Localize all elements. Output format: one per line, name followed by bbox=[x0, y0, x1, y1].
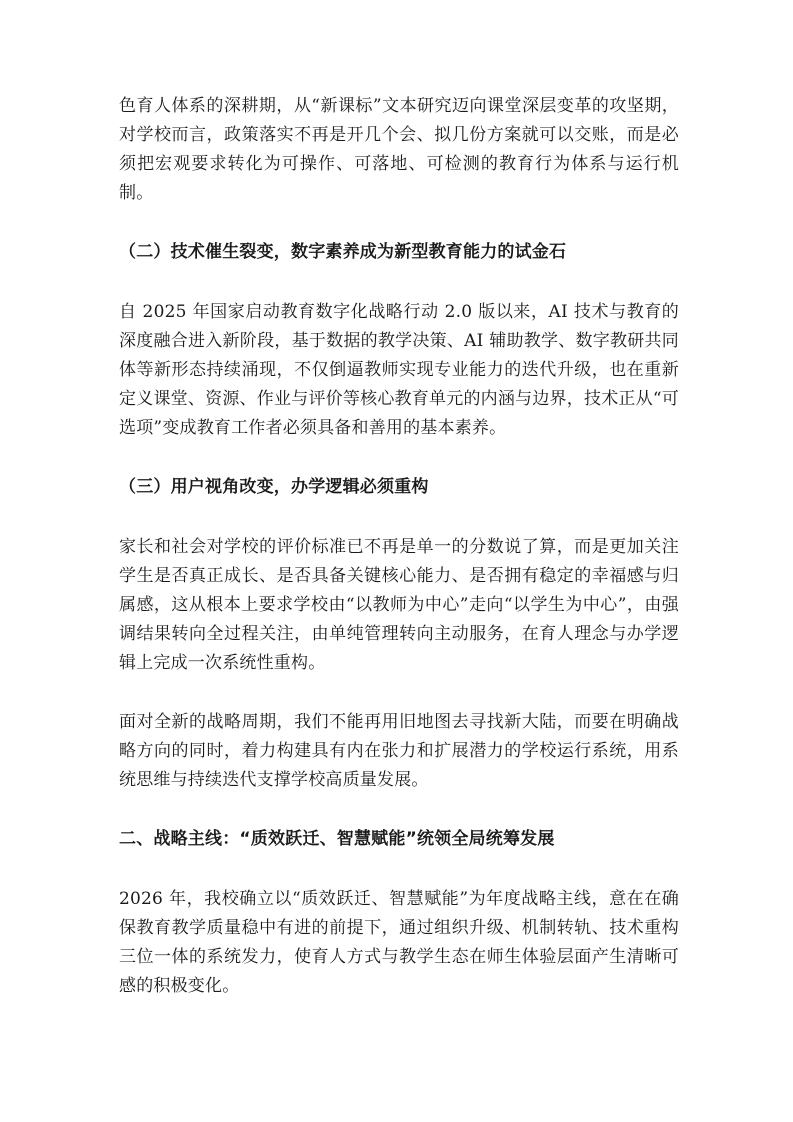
paragraph-digital-literacy: 自 2025 年国家启动教育数字化战略行动 2.0 版以来，AI 技术与教育的深度融合进入新阶段，基于数据的教学决策、AI 辅助教学、数字教研共同体等新形态持续涌现，不仅倒逼教师实现专业能力的迭代升级，也在重新定义课堂、资源、作业与评价等核心教育单元的内涵与边界，技术正从“可选项”变成教育工作者必须具备和善用的基本素养。 bbox=[119, 302, 679, 438]
section-heading-technology: （二）技术催生裂变，数字素养成为新型教育能力的试金石 bbox=[119, 242, 567, 262]
section-heading-user-perspective: （三）用户视角改变，办学逻辑必须重构 bbox=[119, 477, 429, 497]
paragraph-strategic-cycle: 面对全新的战略周期，我们不能再用旧地图去寻找新大陆，而要在明确战略方向的同时，着力构建具有内在张力和扩展潜力的学校运行系统，用系统思维与持续迭代支撑学校高质量发展。 bbox=[119, 712, 679, 790]
document-body bbox=[119, 92, 679, 1001]
paragraph-intro-continued: 色育人体系的深耕期，从“新课标”文本研究迈向课堂深层变革的攻坚期，对学校而言，政策落实不再是开几个会、拟几份方案就可以交账，而是必须把宏观要求转化为可操作、可落地、可检测的教育行为体系与运行机制。 bbox=[119, 96, 679, 203]
paragraph-annual-strategy: 2026 年，我校确立以“质效跃迁、智慧赋能”为年度战略主线，意在在确保教育教学质量稳中有进的前提下，通过组织升级、机制转轨、技术重构三位一体的系统发力，使育人方式与教学生态在师生体验层面产生清晰可感的积极变化。 bbox=[119, 889, 679, 996]
paragraph-evaluation-standards: 家长和社会对学校的评价标准已不再是单一的分数说了算，而是更加关注学生是否真正成长、是否具备关键核心能力、是否拥有稳定的幸福感与归属感，这从根本上要求学校由“以教师为中心”走向“以学生为中心”，由强调结果转向全过程关注，由单纯管理转向主动服务，在育人理念与办学逻辑上完成一次系统性重构。 bbox=[119, 537, 679, 673]
section-heading-strategic-mainline: 二、战略主线：“质效跃迁、智慧赋能”统领全局统筹发展 bbox=[119, 829, 555, 849]
